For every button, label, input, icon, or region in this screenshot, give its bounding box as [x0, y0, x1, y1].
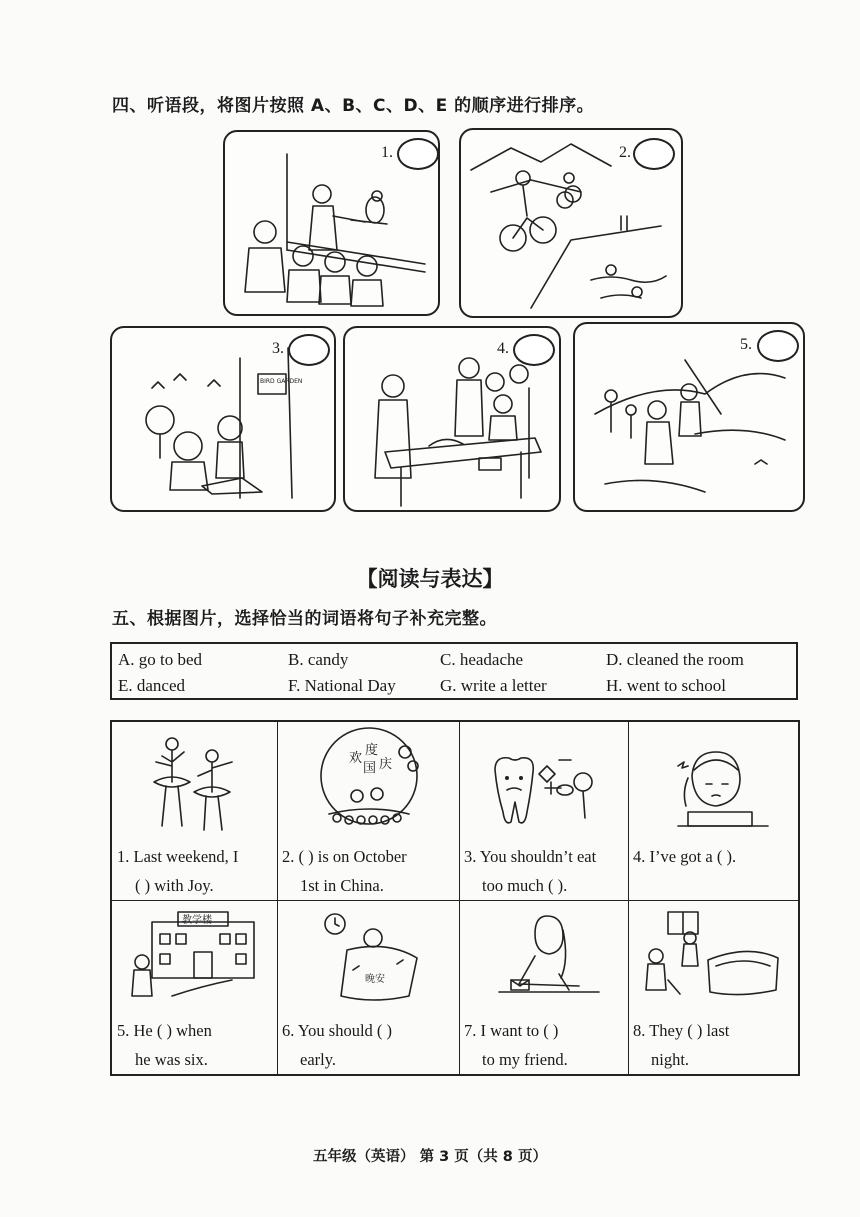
item-8-line-1: 8. They ( ) last	[633, 1021, 730, 1040]
item-7-cell	[459, 900, 628, 1074]
option-a: A. go to bed	[118, 650, 203, 669]
section-5-title: 五、根据图片，选择恰当的词语将句子补充完整。	[112, 609, 497, 629]
item-3-line-2: too much ( ).	[482, 876, 568, 895]
badge-char-4: 庆	[379, 757, 393, 772]
badge-char-2: 度	[365, 743, 379, 758]
option-c: C. headache	[440, 650, 524, 669]
picture-4-number: 4.	[497, 340, 509, 357]
option-e: E. danced	[118, 676, 186, 695]
picture-1-answer-oval[interactable]	[397, 138, 439, 170]
item-5-line-1: 5. He ( ) when	[117, 1021, 212, 1040]
picture-2	[459, 128, 683, 318]
picture-2-answer-oval[interactable]	[633, 138, 675, 170]
item-1-cell	[112, 722, 277, 900]
item-1-line-2: ( ) with Joy.	[135, 876, 214, 895]
item-4-cell	[628, 722, 798, 900]
item-7-line-1: 7. I want to ( )	[464, 1021, 559, 1040]
picture-3-answer-oval[interactable]	[288, 334, 330, 366]
picture-sentence-grid	[110, 720, 800, 1076]
ballet-dancers-icon	[112, 722, 277, 842]
boy-in-bed-icon	[277, 900, 459, 1016]
children-cleaning-icon	[628, 900, 798, 1016]
bird-garden-sign: BIRD GARDEN	[260, 378, 303, 385]
page-footer: 五年级（英语） 第 3 页（共 8 页）	[313, 1149, 547, 1165]
item-1-line-1: 1. Last weekend, I	[117, 847, 239, 866]
badge-char-3: 国	[363, 761, 377, 776]
girl-with-headache-icon	[628, 722, 798, 842]
option-b: B. candy	[288, 650, 349, 669]
item-6-line-2: early.	[300, 1050, 337, 1069]
woman-writing-letter-icon	[459, 900, 628, 1016]
word-options-box	[110, 642, 798, 700]
item-7-line-2: to my friend.	[482, 1050, 568, 1069]
item-5-line-2: he was six.	[135, 1050, 208, 1069]
item-6-line-1: 6. You should ( )	[282, 1021, 393, 1040]
picture-5-answer-oval[interactable]	[757, 330, 799, 362]
picture-3-number: 3.	[272, 340, 284, 357]
option-d: D. cleaned the room	[606, 650, 744, 669]
picture-1	[223, 130, 440, 316]
badge-char-1: 欢	[349, 751, 363, 766]
picture-4-answer-oval[interactable]	[513, 334, 555, 366]
item-5-cell	[112, 900, 277, 1074]
item-2-cell	[277, 722, 459, 900]
item-8-cell	[628, 900, 798, 1074]
item-4-line-1: 4. I’ve got a ( ).	[633, 847, 737, 866]
item-6-cell	[277, 900, 459, 1074]
picture-1-number: 1.	[381, 144, 393, 161]
school-building-icon	[112, 900, 277, 1016]
item-3-line-1: 3. You shouldn’t eat	[464, 847, 597, 866]
school-sign: 教学楼	[182, 915, 212, 926]
tooth-and-candy-icon	[459, 722, 628, 842]
picture-3	[110, 326, 336, 512]
item-3-cell	[459, 722, 628, 900]
picture-2-number: 2.	[619, 144, 631, 161]
national-day-badge-icon	[277, 722, 459, 842]
item-2-line-2: 1st in China.	[300, 876, 384, 895]
picture-5	[573, 322, 805, 512]
section-4-title: 四、听语段，将图片按照 A、B、C、D、E 的顺序进行排序。	[112, 96, 595, 116]
option-h: H. went to school	[606, 676, 726, 695]
pillow-text: 晚安	[365, 974, 385, 985]
picture-5-number: 5.	[740, 336, 752, 353]
item-8-line-2: night.	[651, 1050, 690, 1069]
option-f: F. National Day	[288, 676, 396, 695]
picture-4	[343, 326, 561, 512]
option-g: G. write a letter	[440, 676, 547, 695]
reading-expression-heading: 【阅读与表达】	[356, 567, 504, 591]
item-2-line-1: 2. ( ) is on October	[282, 847, 407, 866]
